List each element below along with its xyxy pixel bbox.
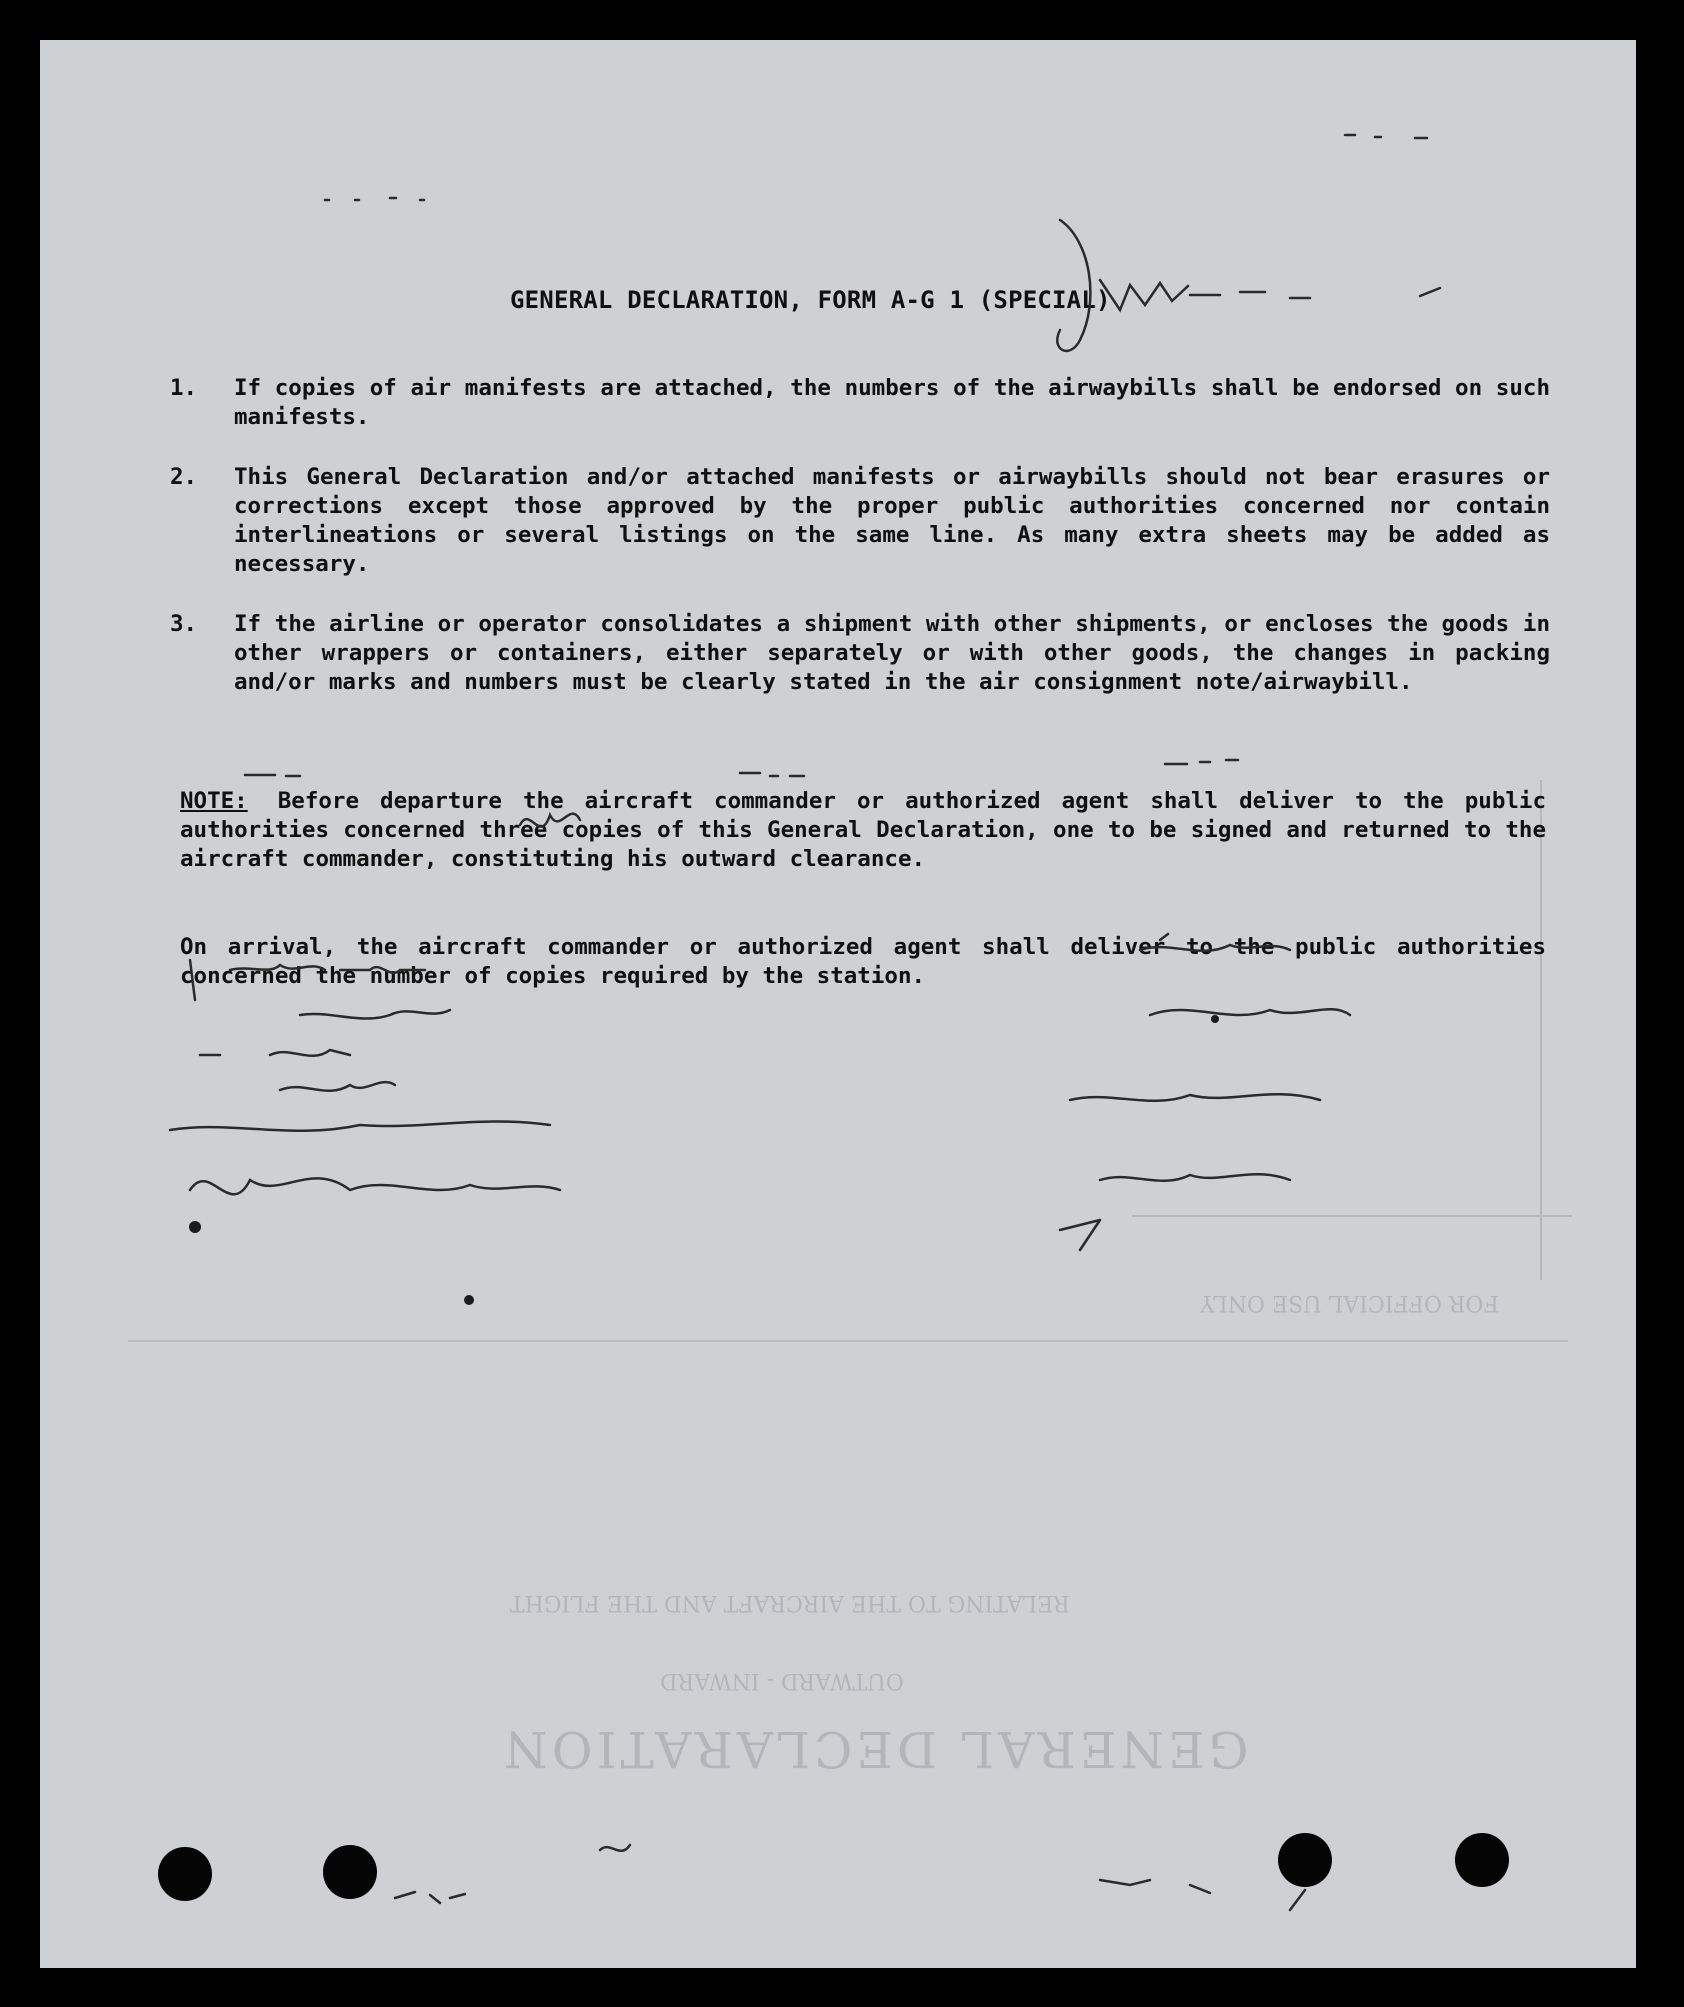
ink-dot (464, 1295, 474, 1305)
bleed-through-heading: GENERAL DECLARATION (500, 1720, 1249, 1778)
handwriting-marks (40, 40, 1636, 1968)
item-text: If copies of air manifests are attached, the numbers of the airwaybills shall be endorsed on such manifests. (234, 375, 1550, 430)
ink-dot (189, 1221, 201, 1233)
punch-hole (1278, 1833, 1332, 1887)
note-text: Before departure the aircraft commander or authorized agent shall deliver to the public authorities concerned three copies of this General Declaration, one to be signed and returned to the aircraft commander, constituting his outward clearance. (180, 788, 1546, 872)
document-page (40, 40, 1636, 1968)
item-text: If the airline or operator consolidates a shipment with other shipments, or encloses the goods in other wrappers or containers, either separately or with other goods, the changes in packing and/or marks and numbers must be clearly stated in the air consignment note/airwaybill. (234, 611, 1550, 695)
punch-hole (323, 1845, 377, 1899)
punch-hole (1455, 1833, 1509, 1887)
note-label: NOTE: (180, 788, 248, 814)
ink-dot (1211, 1015, 1219, 1023)
document-title: GENERAL DECLARATION, FORM A-G 1 (SPECIAL) (510, 286, 1111, 314)
punch-hole (158, 1847, 212, 1901)
arrival-paragraph: On arrival, the aircraft commander or authorized agent shall deliver to the public authorities concerned the number of copies required by the station. (180, 934, 1546, 989)
bleed-through-line: RELATING TO THE AIRCRAFT AND THE FLIGHT (510, 1590, 1070, 1615)
item-number: 1. (170, 375, 198, 401)
item-number: 3. (170, 611, 198, 637)
item-text: This General Declaration and/or attached manifests or airwaybills should not bear erasures or corrections except those approved by the proper public authorities concerned nor contain interlineations or several listings on the same line. As many extra sheets may be added as necessary. (234, 464, 1550, 577)
item-number: 2. (170, 464, 198, 490)
bleed-through-subheading: OUTWARD - INWARD (660, 1668, 904, 1693)
bleed-through-box-label: FOR OFFICIAL USE ONLY (1200, 1290, 1499, 1315)
